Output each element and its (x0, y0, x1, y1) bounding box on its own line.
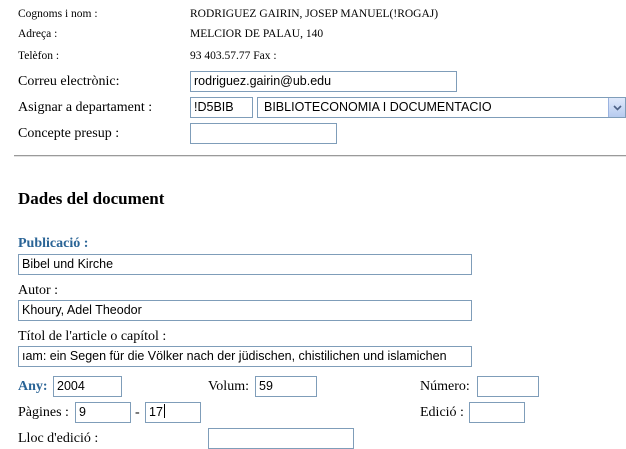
place-input[interactable] (208, 428, 354, 449)
department-code-input[interactable]: !D5BIB (190, 97, 253, 118)
text-caret (164, 404, 165, 418)
phone-label: Telèfon : (18, 50, 60, 62)
place-label: Lloc d'edició : (18, 431, 99, 446)
number-input[interactable] (477, 376, 539, 397)
section-divider (14, 155, 626, 157)
phone-value: 93 403.57.77 Fax : (190, 50, 277, 62)
year-input[interactable]: 2004 (53, 376, 122, 397)
pages-to-input[interactable] (145, 402, 201, 423)
publication-input[interactable]: Bibel und Kirche (18, 254, 472, 275)
author-label: Autor : (18, 283, 59, 298)
department-select-value: BIBLIOTECONOMIA I DOCUMENTACIO (264, 100, 492, 114)
name-value: RODRIGUEZ GAIRIN, JOSEP MANUEL(!ROGAJ) (190, 8, 439, 20)
author-input[interactable]: Khoury, Adel Theodor (18, 300, 472, 321)
article-title-input[interactable]: ıam: ein Segen für die Völker nach der jüdischen, chistilichen und islamichen (18, 346, 472, 367)
address-value: MELCIOR DE PALAU, 140 (190, 28, 324, 40)
volume-input[interactable]: 59 (255, 376, 317, 397)
address-label: Adreça : (18, 28, 58, 40)
email-label: Correu electrònic: (18, 74, 120, 89)
number-label: Número: (420, 379, 470, 394)
pages-label: Pàgines : (18, 405, 69, 420)
pages-separator: - (135, 405, 140, 420)
volume-label: Volum: (208, 379, 249, 394)
section-title: Dades del document (18, 189, 165, 208)
publication-label: Publicació : (18, 236, 89, 251)
department-label: Asignar a departament : (18, 100, 153, 115)
pages-from-input[interactable]: 9 (75, 402, 131, 423)
article-title-label: Títol de l'article o capítol : (18, 329, 167, 344)
budget-label: Concepte presup : (18, 126, 120, 141)
budget-input[interactable] (190, 123, 337, 144)
name-label: Cognoms i nom : (18, 8, 98, 20)
edition-label: Edició : (420, 405, 464, 420)
edition-input[interactable] (469, 402, 525, 423)
department-select[interactable] (257, 97, 626, 118)
chevron-down-icon[interactable] (608, 98, 625, 117)
pages-to-value: 17 (149, 405, 163, 419)
email-input[interactable]: rodriguez.gairin@ub.edu (190, 71, 457, 92)
year-label: Any: (18, 379, 48, 394)
